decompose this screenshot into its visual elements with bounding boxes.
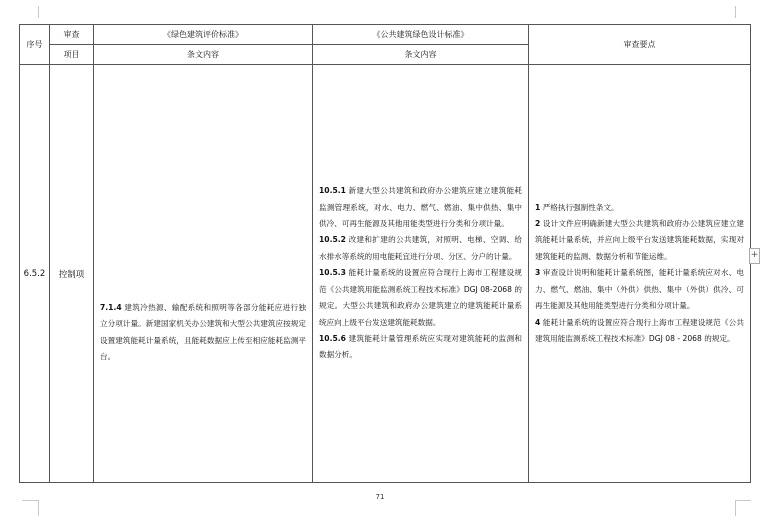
crop-mark-top-right [735, 6, 736, 18]
crop-mark-bottom-left-v [38, 500, 39, 516]
add-column-button[interactable]: + [749, 248, 760, 264]
green-standard-clauses [94, 65, 313, 483]
crop-mark-bottom-right-v [735, 500, 736, 516]
clause-paragraph: 10.5.2 改建和扩建的公共建筑，对照明、电梯、空调、给水排水等系统的用电能耗宜进行分项、分区、分户的计量。 [319, 235, 522, 261]
row-item: 控制项 [50, 65, 94, 483]
page-number: 71 [375, 493, 385, 501]
row-number: 6.5.2 [20, 65, 50, 483]
review-point: 3 审查设计说明和能耗计量系统图，能耗计量系统应对水、电力、燃气、燃油、集中（外供）供热、集中（外供）供冷、可再生能源及其他用能类型进行分类和分项计量。 [535, 268, 744, 311]
review-point: 2 设计文件应明确新建大型公共建筑和政府办公建筑应建立建筑能耗计量系统，并应向上级平台发送建筑能耗数据，实现对建筑能耗的监测、数据分析和节能运维。 [535, 219, 744, 261]
review-point: 1 严格执行强制性条文。 [535, 202, 619, 212]
clause-paragraph: 10.5.1 新建大型公共建筑和政府办公建筑应建立建筑能耗监测管理系统，对水、电力、燃气、燃油、集中供热、集中供冷、可再生能源及其他用能类型进行分类和分项计量。 [319, 186, 522, 229]
header-review-points: 审查要点 [529, 25, 751, 65]
header-green-standard: 《绿色建筑评价标准》 条文内容 [94, 25, 313, 65]
clause-paragraph: 10.5.6 建筑能耗计量管理系统应实现对建筑能耗的监测和数据分析。 [319, 333, 522, 360]
review-point: 4 能耗计量系统的设置应符合现行上海市工程建设规范《公共建筑用能监测系统工程技术标准》DGJ 08 - 2068 的规定。 [535, 317, 744, 343]
header-row [20, 25, 751, 65]
review-points-list [529, 65, 751, 483]
header-item: 审查 项目 [50, 25, 94, 65]
table-row [20, 65, 751, 483]
header-public-standard: 《公共建筑绿色设计标准》 条文内容 [313, 25, 529, 65]
clause-paragraph: 7.1.4 建筑冷热源、输配系统和照明等各部分能耗应进行独立分项计量。新建国家机关办公建筑和大型公共建筑应按规定设置建筑能耗计量系统，且能耗数据应上传至相应能耗监测平台。 [100, 302, 306, 361]
crop-mark-top-left [38, 6, 39, 18]
review-table [19, 24, 751, 483]
public-standard-clauses [313, 65, 529, 483]
clause-paragraph: 10.5.3 能耗计量系统的设置应符合现行上海市工程建设规范《公共建筑用能监测系统工程技术标准》DGJ 08-2068 的规定。大型公共建筑和政府办公建筑建立的建筑能耗计量系统应向上级平台发送建筑能耗数据。 [319, 268, 522, 327]
header-no: 序号 [20, 25, 50, 65]
